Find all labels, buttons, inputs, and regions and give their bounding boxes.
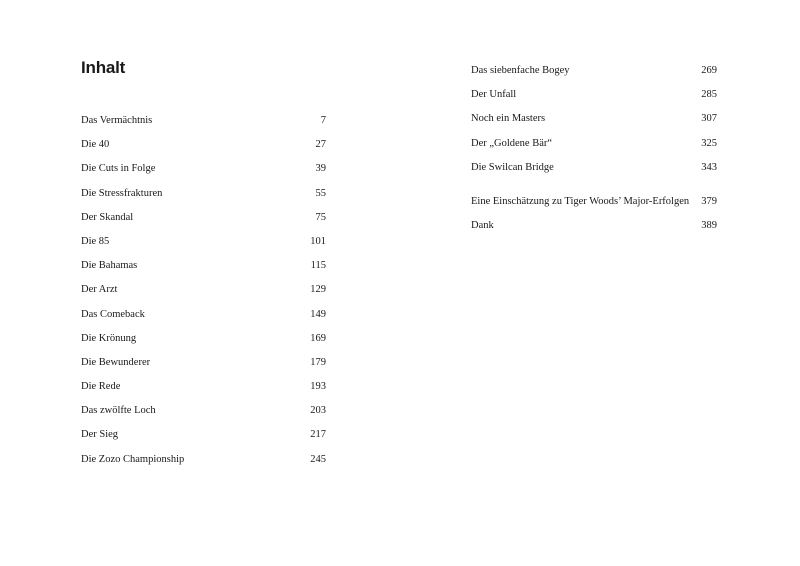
toc-entry-page-number: 245 <box>310 453 326 465</box>
toc-entry-page-number: 379 <box>701 195 717 207</box>
toc-list-left <box>81 109 326 472</box>
toc-entry-title: Der Sieg <box>81 429 119 441</box>
toc-entry-title: Der Arzt <box>81 284 118 296</box>
toc-entry-page-number: 7 <box>320 115 326 126</box>
toc-entry-title: Das Vermächtnis <box>81 115 153 126</box>
toc-entry-page-number: 325 <box>701 137 717 149</box>
toc-entry-page-number: 179 <box>310 356 326 368</box>
toc-entry-title: Die Bewunderer <box>81 356 151 368</box>
toc-entry-page-number: 39 <box>315 163 326 175</box>
toc-entry-page-number: 285 <box>701 89 717 101</box>
toc-entry-title: Noch ein Masters <box>471 113 546 125</box>
toc-entry-title: Eine Einschätzung zu Tiger Woods’ Major-Erfolgen <box>471 195 690 207</box>
toc-entry <box>471 132 717 156</box>
toc-entry <box>471 214 717 238</box>
toc-entry-page-number: 115 <box>310 260 326 272</box>
toc-entry <box>81 351 326 375</box>
toc-entry-page-number: 203 <box>310 405 326 417</box>
toc-entry <box>81 448 326 472</box>
toc-entry-title: Das siebenfache Bogey <box>471 65 570 76</box>
toc-entry-title: Die Cuts in Folge <box>81 163 156 175</box>
toc-entry-page-number: 307 <box>701 113 717 125</box>
toc-entry <box>81 278 326 302</box>
toc-entry-page-number: 169 <box>310 332 326 344</box>
toc-entry-page-number: 343 <box>701 161 717 173</box>
toc-list-right <box>471 59 717 238</box>
toc-entry-page-number: 27 <box>315 139 326 151</box>
toc-entry <box>81 375 326 399</box>
toc-entry-title: Der Skandal <box>81 211 134 223</box>
toc-entry-title: Die Zozo Championship <box>81 453 185 465</box>
toc-entry-page-number: 55 <box>315 187 326 199</box>
toc-entry <box>81 157 326 181</box>
toc-entry-title: Der „Goldene Bär“ <box>471 137 553 149</box>
toc-section-gap <box>471 180 717 190</box>
toc-entry-title: Das zwölfte Loch <box>81 405 156 417</box>
toc-entry-page-number: 389 <box>701 220 717 232</box>
toc-entry-title: Das Comeback <box>81 308 145 320</box>
toc-entry-title: Die Bahamas <box>81 260 138 272</box>
toc-entry-page-number: 101 <box>310 235 326 247</box>
toc-entry <box>81 327 326 351</box>
toc-entry-page-number: 193 <box>310 381 326 393</box>
toc-entry-title: Die Krönung <box>81 332 137 344</box>
toc-entry-page-number: 217 <box>310 429 326 441</box>
toc-entry <box>81 399 326 423</box>
toc-entry <box>471 59 717 83</box>
toc-entry-title: Dank <box>471 220 494 232</box>
toc-entry-page-number: 149 <box>310 308 326 320</box>
toc-entry <box>471 83 717 107</box>
toc-entry <box>81 303 326 327</box>
toc-entry-title: Der Unfall <box>471 89 517 101</box>
toc-entry-title: Die 85 <box>81 235 110 247</box>
toc-entry-title: Die Swilcan Bridge <box>471 161 554 173</box>
toc-entry <box>471 156 717 180</box>
toc-entry-title: Die Stressfrakturen <box>81 187 163 199</box>
toc-entry-page-number: 75 <box>315 211 326 223</box>
toc-entry <box>471 190 717 214</box>
right-page <box>400 0 800 566</box>
toc-entry <box>81 133 326 157</box>
page-title: Inhalt <box>81 58 126 77</box>
toc-entry <box>81 230 326 254</box>
toc-entry <box>81 182 326 206</box>
toc-entry-title: Die Rede <box>81 381 121 393</box>
toc-entry <box>81 206 326 230</box>
toc-entry <box>81 254 326 278</box>
toc-entry <box>81 423 326 447</box>
toc-entry-page-number: 129 <box>310 284 326 296</box>
toc-entry <box>471 107 717 131</box>
toc-entry <box>81 109 326 133</box>
toc-entry-page-number: 269 <box>701 65 717 76</box>
toc-entry-title: Die 40 <box>81 139 110 151</box>
